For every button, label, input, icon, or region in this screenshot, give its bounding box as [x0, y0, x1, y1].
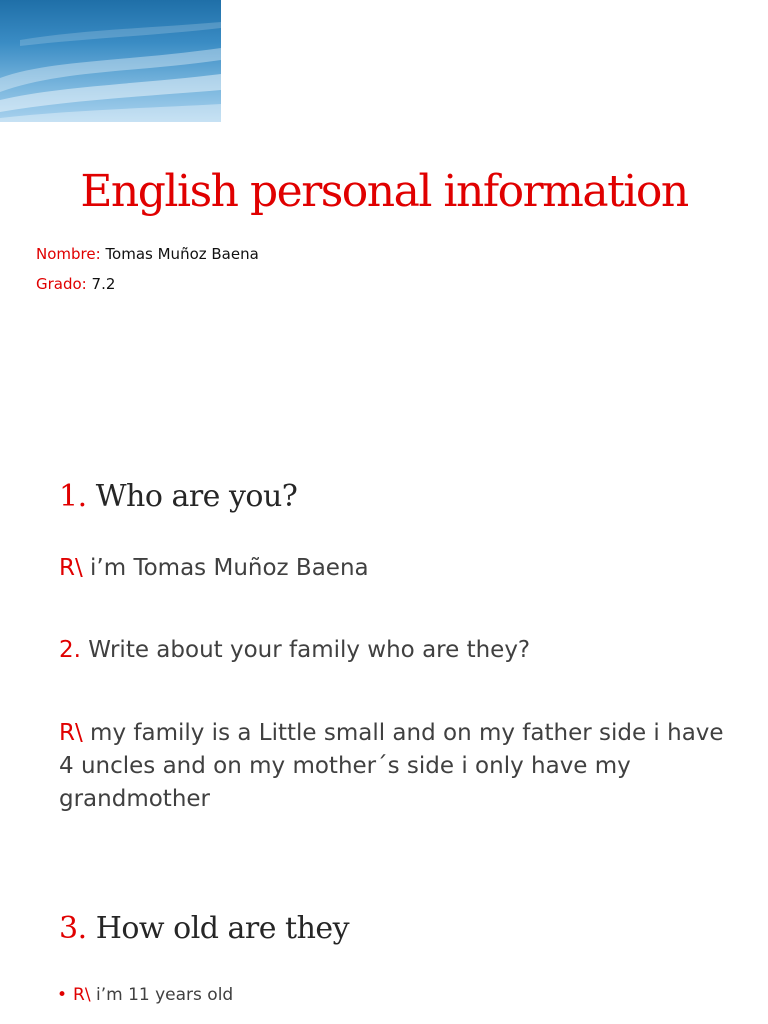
- question-dot: .: [77, 911, 87, 946]
- question-text: How old are they: [95, 911, 350, 946]
- answer-text: i’m Tomas Muñoz Baena: [90, 555, 369, 581]
- question-number: 1: [59, 479, 78, 514]
- answer-prefix: R\: [59, 555, 83, 581]
- answer-2: [59, 717, 739, 816]
- answer-3: [57, 985, 233, 1005]
- name-label: Nombre:: [36, 245, 101, 263]
- question-2: [59, 637, 530, 663]
- sky-image: [0, 0, 221, 122]
- cloud-streaks: [0, 0, 221, 122]
- question-text: Write about your family who are they?: [88, 637, 531, 663]
- answer-text: my family is a Little small and on my father side i have 4 uncles and on my mother´s side i only have my grandmother: [59, 720, 724, 812]
- question-dot: .: [77, 479, 87, 514]
- answer-1: [59, 555, 369, 581]
- grade-value: 7.2: [91, 275, 116, 293]
- page-title: English personal information: [80, 166, 688, 217]
- bullet-icon: •: [57, 985, 68, 1005]
- question-number: 3: [59, 911, 78, 946]
- answer-text: i’m 11 years old: [95, 985, 234, 1005]
- question-1: [59, 479, 297, 514]
- name-line: [36, 245, 259, 263]
- grade-label: Grado:: [36, 275, 87, 293]
- answer-prefix: R\: [73, 985, 91, 1005]
- question-3: [59, 911, 349, 946]
- name-value: Tomas Muñoz Baena: [105, 245, 259, 263]
- grade-line: [36, 275, 115, 293]
- answer-prefix: R\: [59, 720, 83, 746]
- question-text: Who are you?: [95, 479, 298, 514]
- question-number: 2.: [59, 637, 81, 663]
